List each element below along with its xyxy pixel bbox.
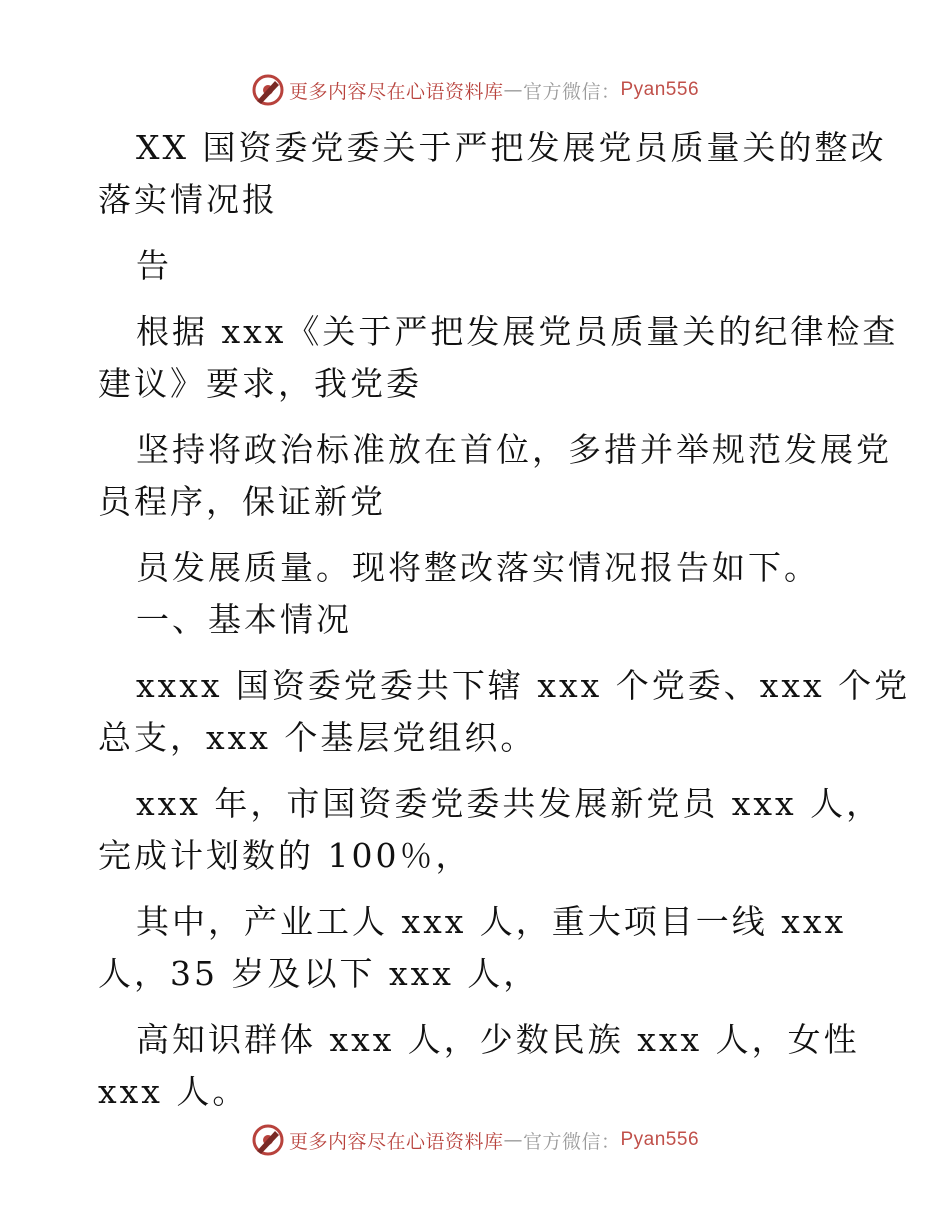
- document-line: 根据 xxx《关于严把发展党员质量关的纪律检查: [136, 312, 899, 351]
- document-line: 人，35 岁及以下 xxx 人，: [98, 954, 540, 993]
- watermark-id: Pyan556: [620, 79, 700, 100]
- document-line: 落实情况报: [98, 180, 278, 219]
- watermark-main-text: 更多内容尽在心语资料库: [288, 1130, 504, 1153]
- document-line: XX 国资委党委关于严把发展党员质量关的整改: [136, 128, 887, 167]
- watermark-dash: —: [503, 1129, 523, 1151]
- watermark-label: 官方微信：: [522, 1130, 621, 1153]
- pen-circle-logo-icon: [251, 73, 285, 107]
- document-line: 坚持将政治标准放在首位，多措并举规范发展党: [136, 430, 892, 469]
- document-line: xxxx 国资委党委共下辖 xxx 个党委、xxx 个党: [136, 666, 911, 705]
- document-line: xxx 人。: [98, 1072, 249, 1111]
- document-line: 总支，xxx 个基层党组织。: [98, 718, 537, 757]
- document-line: xxx 年，市国资委党委共发展新党员 xxx 人，: [136, 784, 883, 823]
- document-line: 高知识群体 xxx 人，少数民族 xxx 人，女性: [136, 1020, 860, 1059]
- footer-watermark: [0, 1120, 950, 1160]
- watermark-label: 官方微信：: [522, 80, 621, 103]
- watermark-id: Pyan556: [620, 1129, 700, 1150]
- document-line: 其中，产业工人 xxx 人，重大项目一线 xxx: [136, 902, 847, 941]
- document-line: 完成计划数的 100％，: [98, 836, 472, 875]
- watermark-main-text: 更多内容尽在心语资料库: [288, 80, 504, 103]
- document-line: 员发展质量。现将整改落实情况报告如下。: [136, 548, 820, 587]
- watermark-dash: —: [503, 79, 523, 101]
- document-line: 一、基本情况: [136, 600, 352, 639]
- document-line: 员程序，保证新党: [98, 482, 386, 521]
- document-body: [98, 122, 911, 1118]
- document-line: 建议》要求，我党委: [98, 364, 422, 403]
- document-line: 告: [136, 246, 172, 285]
- header-watermark: [0, 70, 950, 110]
- pen-circle-logo-icon: [251, 1123, 285, 1157]
